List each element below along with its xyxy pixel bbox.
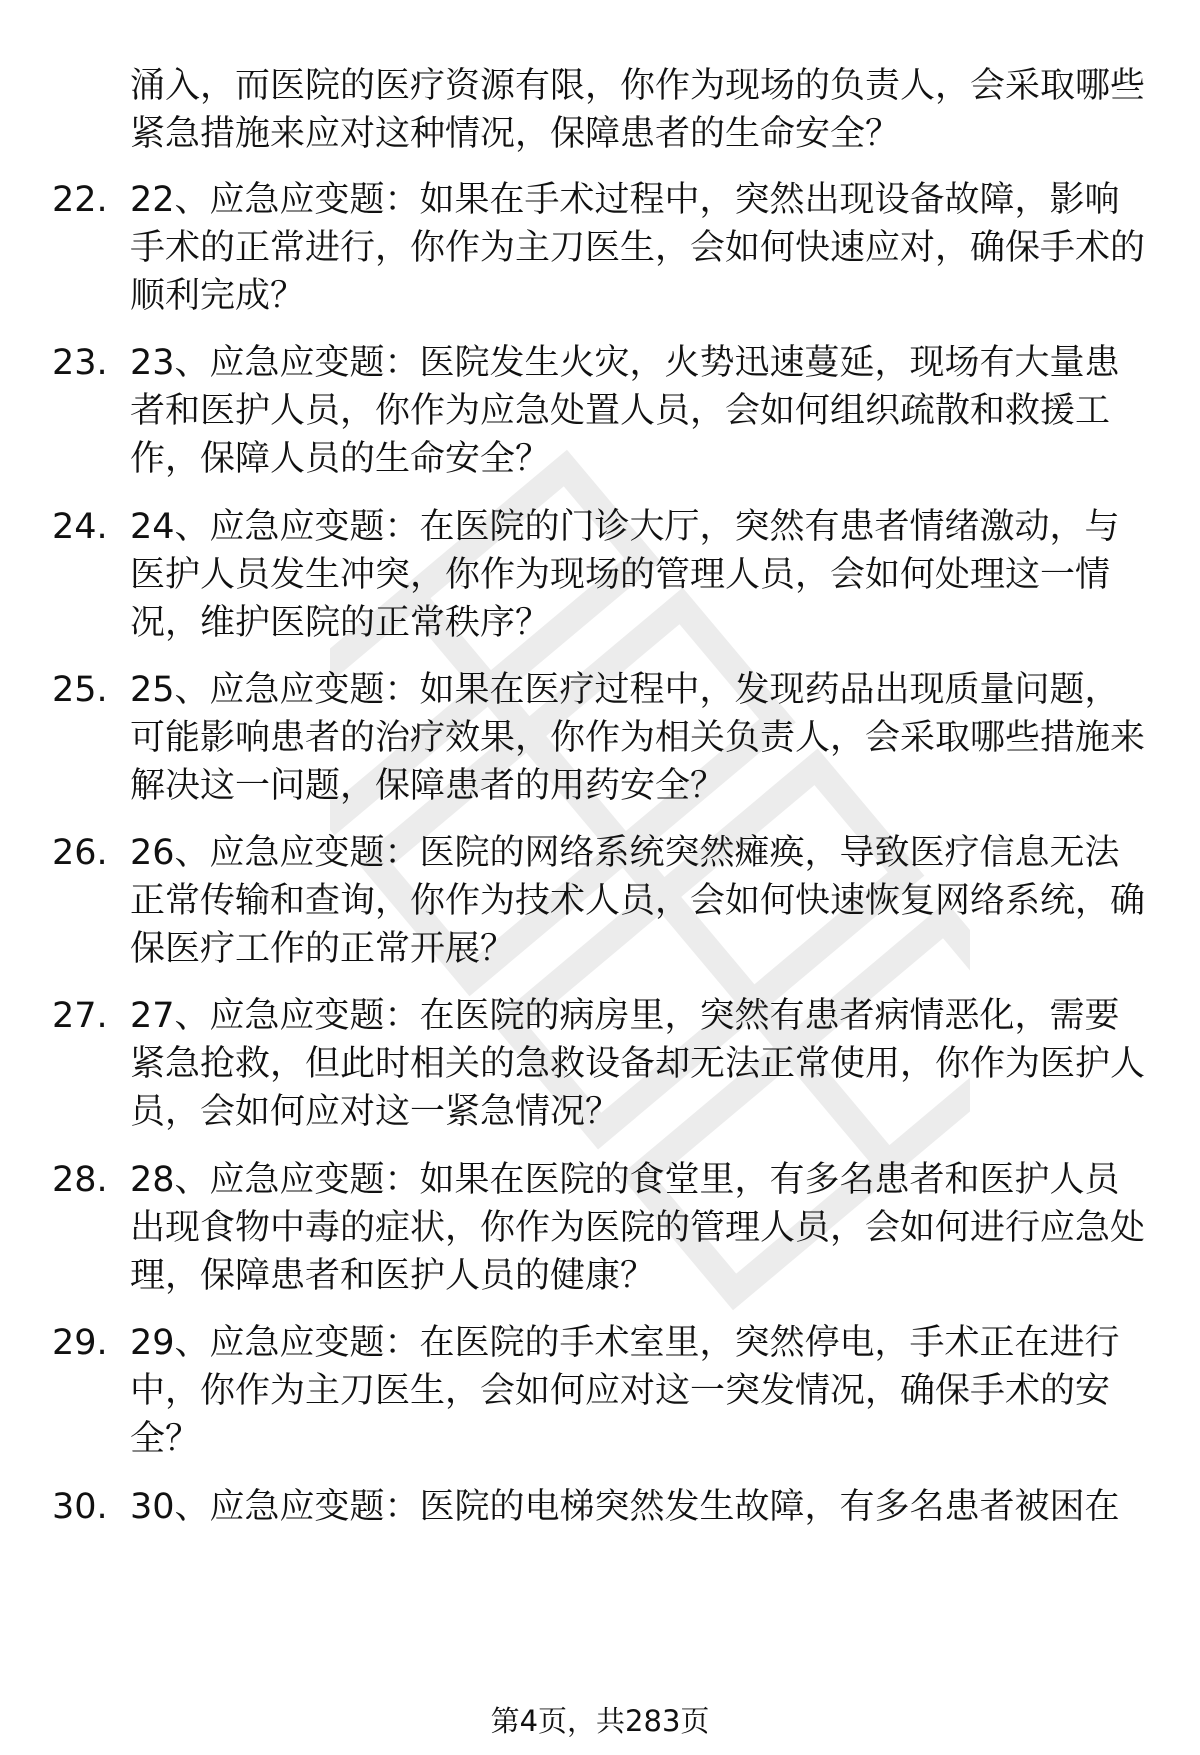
item-number: 29. (52, 1323, 108, 1363)
item-text: 28、应急应变题：如果在医院的食堂里，有多名患者和医护人员出现食物中毒的症状，你作为医院的管理人员，会如何进行应急处理，保障患者和医护人员的健康？ (130, 1160, 1146, 1296)
item-text: 30、应急应变题：医院的电梯突然发生故障，有多名患者被困在 (130, 1487, 1120, 1527)
continuation-paragraph: 涌入，而医院的医疗资源有限，你作为现场的负责人，会采取哪些紧急措施来应对这种情况，保障患者的生命安全？ (130, 66, 1146, 154)
item-number: 25. (52, 670, 108, 710)
item-text: 25、应急应变题：如果在医疗过程中，发现药品出现质量问题，可能影响患者的治疗效果，你作为相关负责人，会采取哪些措施来解决这一问题，保障患者的用药安全？ (130, 670, 1146, 806)
item-text: 23、应急应变题：医院发生火灾，火势迅速蔓延，现场有大量患者和医护人员，你作为应急处置人员，会如何组织疏散和救援工作，保障人员的生命安全？ (130, 343, 1120, 479)
item-number: 30. (52, 1487, 108, 1527)
item-number: 27. (52, 996, 108, 1036)
item-number: 22. (52, 180, 108, 220)
item-text: 24、应急应变题：在医院的门诊大厅，突然有患者情绪激动，与医护人员发生冲突，你作为现场的管理人员，会如何处理这一情况，维护医院的正常秩序？ (130, 507, 1120, 643)
item-text: 22、应急应变题：如果在手术过程中，突然出现设备故障，影响手术的正常进行，你作为主刀医生，会如何快速应对，确保手术的顺利完成？ (130, 180, 1146, 316)
item-number: 23. (52, 343, 108, 383)
page-footer: 第4页，共283页 (490, 1704, 710, 1738)
item-number: 24. (52, 507, 108, 547)
item-number: 26. (52, 833, 108, 873)
item-text: 29、应急应变题：在医院的手术室里，突然停电，手术正在进行中，你作为主刀医生，会如何应对这一突发情况，确保手术的安全？ (130, 1323, 1120, 1459)
item-text: 26、应急应变题：医院的网络系统突然瘫痪，导致医疗信息无法正常传输和查询，你作为技术人员，会如何快速恢复网络系统，确保医疗工作的正常开展？ (130, 833, 1146, 969)
item-text: 27、应急应变题：在医院的病房里，突然有患者病情恶化，需要紧急抢救，但此时相关的急救设备却无法正常使用，你作为医护人员，会如何应对这一紧急情况？ (130, 996, 1146, 1132)
item-number: 28. (52, 1160, 108, 1200)
